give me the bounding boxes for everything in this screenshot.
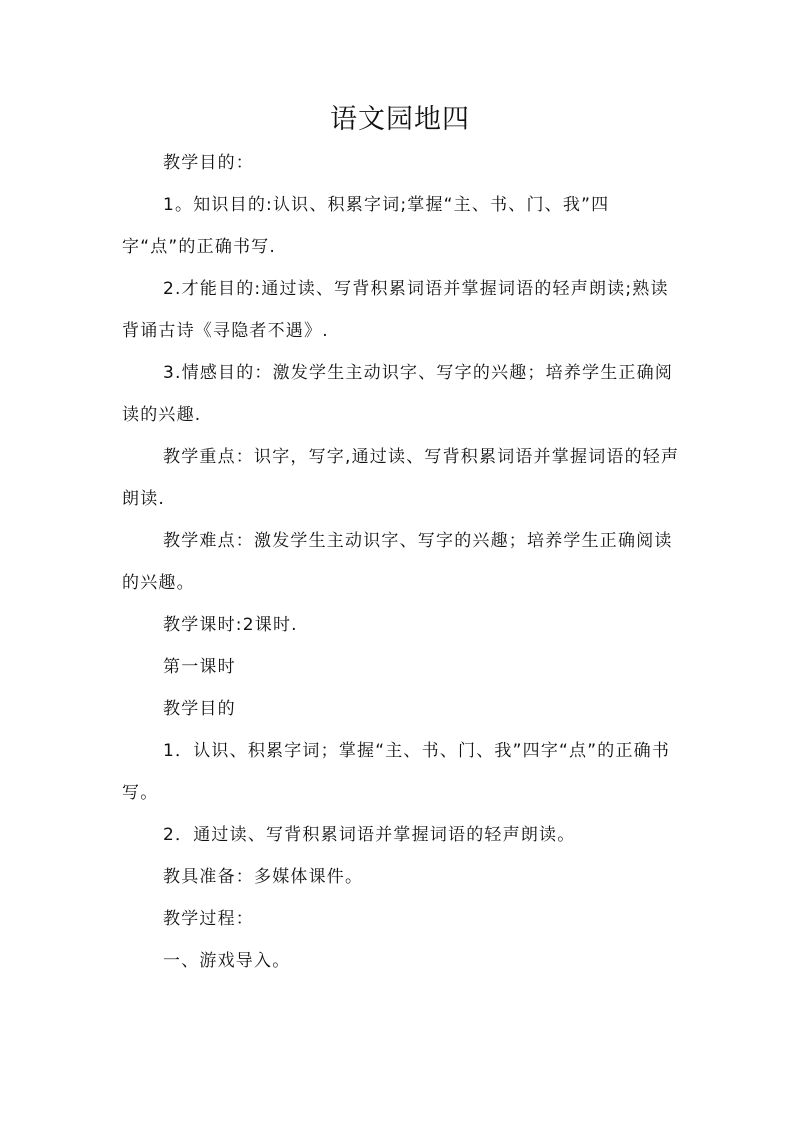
paragraph-key-points: 教学重点：识字，写字,通过读、写背积累词语并掌握词语的轻声朗读. [122,447,680,509]
paragraph-class-hours: 教学课时:2课时. [163,615,298,635]
paragraph-game-intro: 一、游戏导入。 [163,951,291,971]
document-body [122,142,682,982]
paragraph-teaching-process: 教学过程： [163,909,254,929]
paragraph-lesson-goal-2: 2．通过读、写背积累词语并掌握词语的轻声朗读。 [163,825,576,845]
paragraph-teaching-aids: 教具准备：多媒体课件。 [163,867,364,887]
paragraph-emotion-goal: 3.情感目的：激发学生主动识字、写字的兴趣；培养学生正确阅读的兴趣. [122,363,674,425]
paragraph-first-lesson: 第一课时 [163,657,236,677]
paragraph-difficult-points: 教学难点：激发学生主动识字、写字的兴趣；培养学生正确阅读的兴趣。 [122,531,673,593]
paragraph-knowledge-goal: 1。知识目的:认识、积累字词;掌握“主、书、门、我”四字“点”的正确书写. [122,195,610,257]
paragraph-lesson-goal-heading: 教学目的 [163,699,236,719]
paragraph-teaching-goal-heading: 教学目的： [163,153,254,173]
paragraph-lesson-goal-1: 1．认识、积累字词；掌握“主、书、门、我”四字“点”的正确书写。 [122,741,671,803]
document-title: 语文园地四 [330,104,470,135]
paragraph-ability-goal: 2.才能目的:通过读、写背积累词语并掌握词语的轻声朗读;熟读背诵古诗《寻隐者不遇》. [122,279,669,341]
